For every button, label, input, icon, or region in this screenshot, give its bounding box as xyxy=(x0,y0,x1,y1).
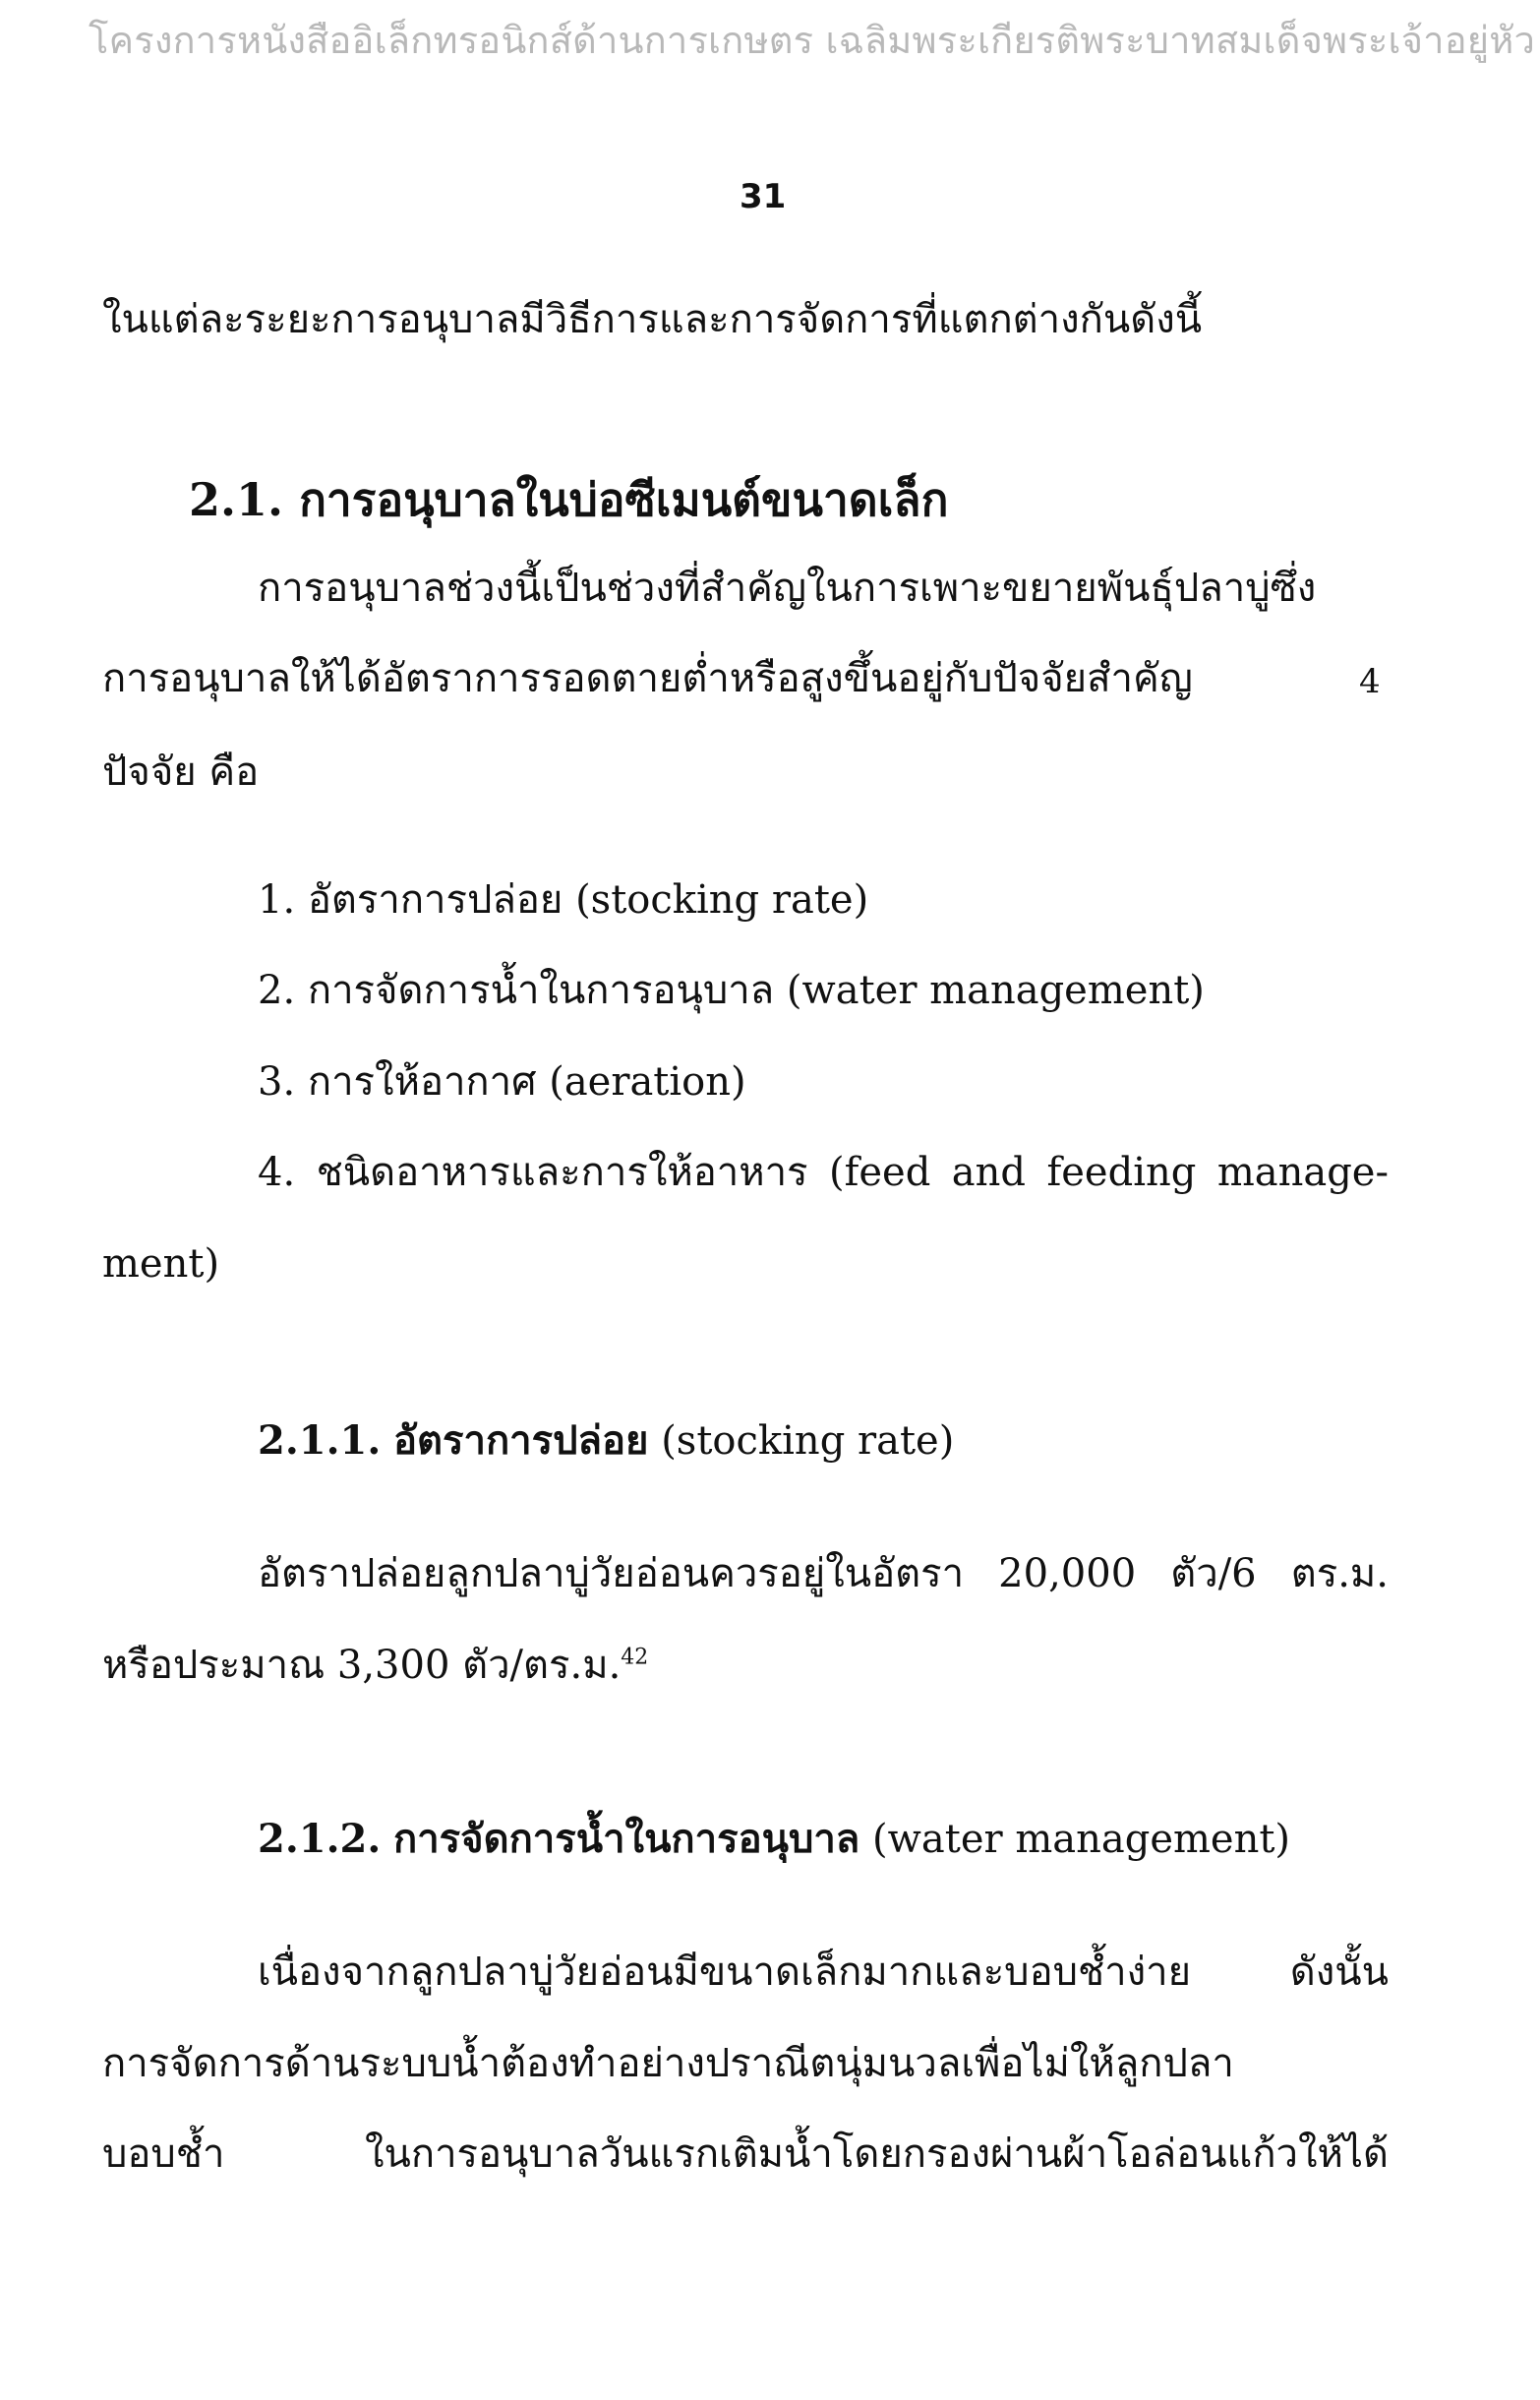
factor-count: 4 xyxy=(1359,662,1381,701)
factor-item: 1. อัตราการปล่อย (stocking rate) xyxy=(258,877,869,923)
paragraph-line: บอบช้ำ ในการอนุบาลวันแรกเติมน้ำโดยกรองผ่านผ้าโอล่อนแก้วให้ได้ xyxy=(102,2131,1389,2177)
page-number: 31 xyxy=(740,177,787,216)
footnote-reference: 42 xyxy=(621,1645,649,1670)
section-heading-2-1-2 xyxy=(258,1816,1291,1862)
factor-item: 2. การจัดการน้ำในการอนุบาล (water management) xyxy=(258,968,1205,1013)
subsection-title: การจัดการน้ำในการอนุบาล xyxy=(393,1816,860,1862)
subsection-title: อัตราการปล่อย xyxy=(393,1417,649,1464)
subsection-title-english: (stocking rate) xyxy=(661,1418,955,1464)
paragraph-line: การอนุบาลให้ได้อัตราการรอดตายต่ำหรือสูงขึ้นอยู่กับปัจจัยสำคัญ xyxy=(102,656,1193,701)
factor-item-continuation: ment) xyxy=(102,1241,220,1287)
paragraph-line: เนื่องจากลูกปลาบู่วัยอ่อนมีขนาดเล็กมากและบอบช้ำง่าย ดังนั้น xyxy=(258,1950,1389,1995)
intro-line: ในแต่ละระยะการอนุบาลมีวิธีการและการจัดการที่แตกต่างกันดังนี้ xyxy=(102,297,1203,342)
paragraph-line: การอนุบาลช่วงนี้เป็นช่วงที่สำคัญในการเพาะขยายพันธุ์ปลาบู่ซึ่ง xyxy=(258,566,1317,611)
paragraph-line xyxy=(102,1643,649,1688)
factor-item: 4. ชนิดอาหารและการให้อาหาร (feed and feeding manage- xyxy=(258,1150,1389,1195)
section-heading-2-1-1 xyxy=(258,1417,955,1464)
header-watermark: โครงการหนังสืออิเล็กทรอนิกส์ด้านการเกษตร เฉลิมพระเกียรติพระบาทสมเด็จพระเจ้าอยู่หัว xyxy=(89,19,1535,62)
section-heading-2-1 xyxy=(189,473,949,526)
paragraph-line: ปัจจัย คือ xyxy=(102,750,260,795)
paragraph-line: อัตราปล่อยลูกปลาบู่วัยอ่อนควรอยู่ในอัตรา 20,000 ตัว/6 ตร.ม. xyxy=(258,1551,1389,1596)
paragraph-line: การจัดการด้านระบบน้ำต้องทำอย่างปราณีตนุ่มนวลเพื่อไม่ให้ลูกปลา xyxy=(102,2041,1234,2086)
section-title: การอนุบาลในบ่อซีเมนต์ขนาดเล็ก xyxy=(299,473,949,526)
subsection-title-english: (water management) xyxy=(872,1817,1291,1862)
paragraph-text: หรือประมาณ 3,300 ตัว/ตร.ม. xyxy=(102,1643,622,1688)
subsection-number: 2.1.1. xyxy=(258,1417,382,1464)
factor-item: 3. การให้อากาศ (aeration) xyxy=(258,1059,746,1105)
subsection-number: 2.1.2. xyxy=(258,1816,382,1862)
section-number: 2.1. xyxy=(189,473,284,526)
